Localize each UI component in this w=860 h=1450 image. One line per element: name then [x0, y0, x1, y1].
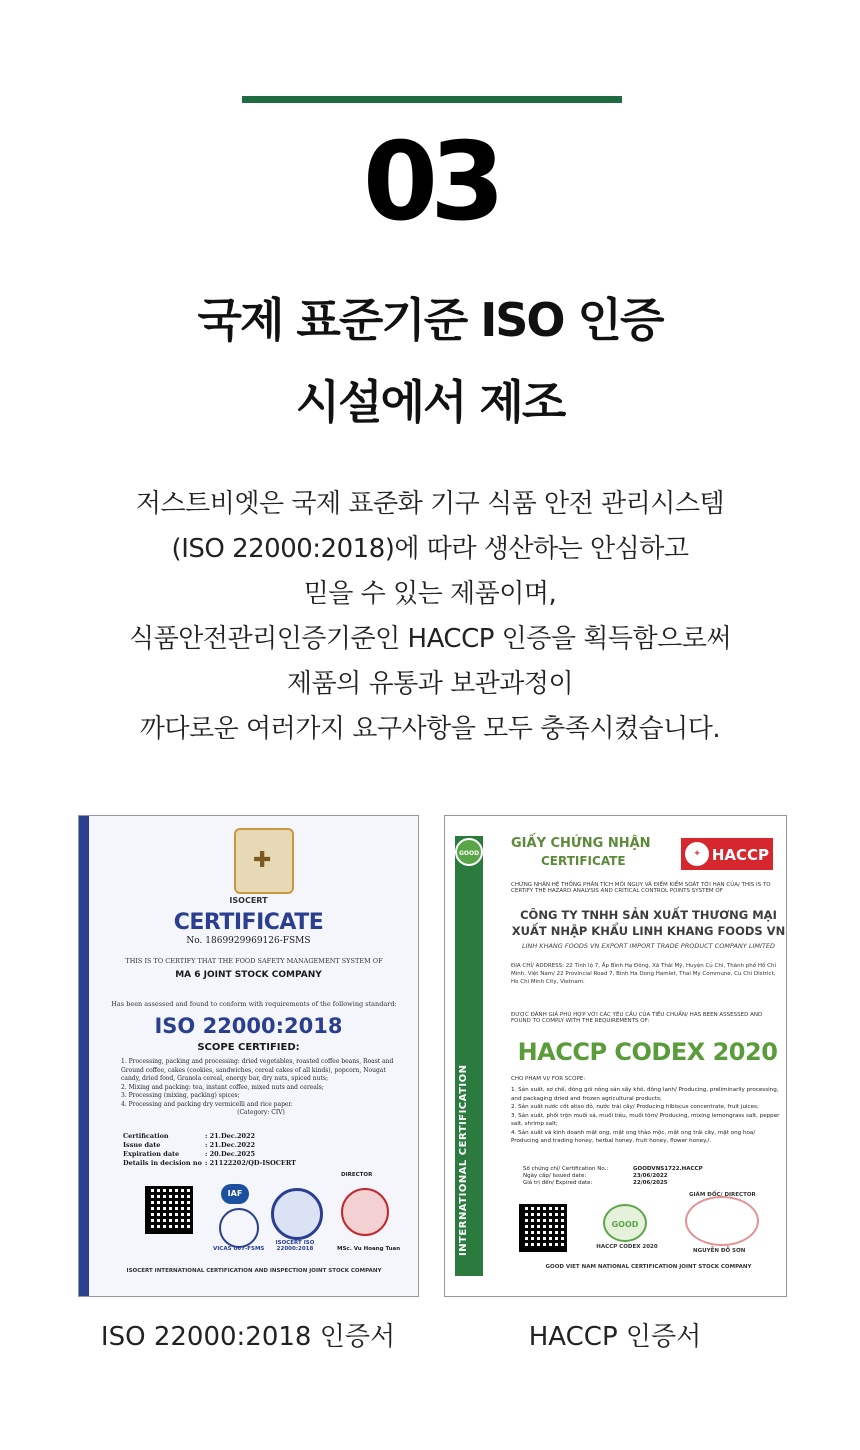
- date-label: Expiration date: [123, 1150, 180, 1158]
- iso-dates: [123, 1132, 323, 1168]
- haccp-title-vn: GIẤY CHỨNG NHẬN: [511, 836, 651, 851]
- headline-line-1: 국제 표준기준 ISO 인증: [197, 293, 663, 347]
- isocert-seal-label: ISOCERT ISO 22000:2018: [275, 1240, 315, 1252]
- certificate-border: [79, 816, 89, 1296]
- haccp-certificate-image: [444, 815, 787, 1297]
- iso-brand: ISOCERT: [229, 896, 268, 905]
- list-item: 4. Sản xuất và kinh doanh mật ong, mật ong thảo mộc, mật ong trái cây, mật ong hoa/ Producing and trading honey, herbal honey, fruit honey, flower honey./.: [511, 1129, 756, 1144]
- iso-certify-text: THIS IS TO CERTIFY THAT THE FOOD SAFETY MANAGEMENT SYSTEM OF: [125, 957, 383, 965]
- isocert-seal-icon: [271, 1188, 323, 1240]
- good-badge-icon: GOOD: [455, 838, 483, 866]
- qr-code-icon: [145, 1186, 193, 1234]
- haccp-emblem-icon: ✚: [685, 842, 709, 866]
- iso-certificate-image: [78, 815, 419, 1297]
- vicas-label: VICAS 067-FSMS: [213, 1246, 265, 1252]
- iso-assessed-text: Has been assessed and found to conform with requirements of the following standard:: [111, 1000, 397, 1008]
- list-item: (Category: CIV): [237, 1109, 285, 1116]
- haccp-logo-text: HACCP: [711, 846, 769, 864]
- meta-label: Ngày cấp/ Issued date:: [523, 1173, 587, 1179]
- date-label: Certification: [123, 1132, 169, 1140]
- description-line: (ISO 22000:2018)에 따라 생산하는 안심하고: [171, 534, 689, 564]
- haccp-director-label: GIÁM ĐỐC/ DIRECTOR: [689, 1192, 756, 1198]
- date-label: Details in decision no: [123, 1159, 202, 1167]
- list-item: 3. Sản xuất, phối trộn muối sả, muối tiêu, muối tôm/ Producing, mixing lemongrass salt, pepper salt, shrimp salt;: [511, 1112, 780, 1127]
- haccp-standard: HACCP CODEX 2020: [517, 1038, 778, 1066]
- haccp-caption: HACCP 인증서: [528, 1322, 702, 1352]
- list-item: 3. Processing (mixing, packing) spices;: [121, 1092, 240, 1099]
- iso-director-label: DIRECTOR: [341, 1172, 373, 1178]
- red-stamp-icon: [341, 1188, 389, 1236]
- section-number: 03: [362, 120, 498, 245]
- haccp-address: ĐỊA CHỈ/ ADDRESS: 22 Tỉnh lộ 7, Ấp Bình Hạ Đông, Xã Thái Mỹ, Huyện Củ Chi, Thành phố Hồ Chí Minh, Việt Nam/ 22 Provincial Road 7, Binh Ha Dong Hamlet, Thai My Commune, Cu Chi District, Ho Chi Minh City, Vietnam.: [511, 963, 777, 985]
- haccp-scope-list: [511, 1086, 783, 1146]
- iso-title: CERTIFICATE: [173, 910, 324, 935]
- description-line: 저스트비엣은 국제 표준화 기구 식품 안전 관리시스템: [135, 489, 725, 519]
- vicas-seal-icon: [219, 1208, 259, 1248]
- accent-bar: [242, 96, 622, 103]
- haccp-company-line-1: CÔNG TY TNHH SẢN XUẤT THƯƠNG MẠI: [520, 908, 777, 922]
- iso-caption: ISO 22000:2018 인증서: [100, 1322, 396, 1352]
- meta-value: GOODVNS1722.HACCP: [633, 1166, 703, 1172]
- haccp-company-en: LINH KHANG FOODS VN EXPORT IMPORT TRADE PRODUCT COMPANY LIMITED: [521, 942, 776, 950]
- meta-value: 22/06/2025: [633, 1180, 668, 1186]
- haccp-scope-label: CHO PHẠM VI/ FOR SCOPE:: [511, 1076, 586, 1082]
- iso-standard: ISO 22000:2018: [154, 1014, 343, 1038]
- iso-signer: MSc. Vu Hoang Tuan: [337, 1246, 401, 1252]
- description-line: 까다로운 여러가지 요구사항을 모두 충족시켰습니다.: [139, 714, 721, 744]
- date-value: : 21.Dec.2022: [205, 1141, 256, 1149]
- haccp-assessed: ĐƯỢC ĐÁNH GIÁ PHÙ HỢP VỚI CÁC YÊU CẦU CỦA TIÊU CHUẨN/ HAS BEEN ASSESSED AND FOUND TO COMPLY WITH THE REQUIREMENTS OF:: [511, 1012, 763, 1024]
- date-value: : 21.Dec.2022: [205, 1132, 256, 1140]
- description-line: 제품의 유통과 보관과정이: [286, 669, 574, 699]
- list-item: 4. Processing and packing dry vermicelli and rice paper.: [121, 1100, 293, 1108]
- iso-company: MA 6 JOINT STOCK COMPANY: [175, 970, 322, 980]
- haccp-signer: NGUYỄN ĐỖ SƠN: [693, 1248, 746, 1254]
- headline-line-2: 시설에서 제조: [295, 375, 565, 429]
- description-line: 믿을 수 있는 제품이며,: [303, 579, 557, 609]
- list-item: 2. Mixing and packing: tea, instant coffee, mixed nuts and cereals;: [121, 1083, 324, 1091]
- list-item: 1. Processing, packing and processing: dried vegetables, roasted coffee beans, Roast and Ground coffee, cakes (cookies, sandwiches, cereal cakes of all kinds), popcorn, Nougat candy, dried food, Granola cereal, energy bar, dry nuts, spiced nuts;: [121, 1058, 394, 1082]
- iso-scope-list: [121, 1058, 401, 1118]
- iso-footer: ISOCERT INTERNATIONAL CERTIFICATION AND INSPECTION JOINT STOCK COMPANY: [126, 1268, 382, 1274]
- description-line: 식품안전관리인증기준인 HACCP 인증을 획득함으로써: [129, 624, 731, 654]
- description: [0, 482, 860, 752]
- signature-stamp-icon: [685, 1196, 759, 1246]
- haccp-title-en: CERTIFICATE: [541, 854, 626, 868]
- haccp-meta: [523, 1166, 723, 1187]
- iso-number: No. 1869929969126-FSMS: [186, 936, 311, 946]
- codex-badge-label: HACCP CODEX 2020: [596, 1244, 658, 1250]
- date-value: : 20.Dec.2025: [205, 1150, 256, 1158]
- haccp-footer: GOOD VIET NAM NATIONAL CERTIFICATION JOINT STOCK COMPANY: [545, 1264, 752, 1270]
- list-item: 1. Sản xuất, sơ chế, đóng gói nông sản sấy khô, đông lạnh/ Producing, preliminarily processing, and packaging dried and frozen agricultural products;: [511, 1087, 779, 1102]
- date-value: : 21122202/QD-ISOCERT: [205, 1159, 296, 1167]
- isocert-logo-icon: ✚: [234, 828, 294, 894]
- good-logo-icon: GOOD: [603, 1204, 647, 1242]
- iso-scope-title: SCOPE CERTIFIED:: [197, 1042, 300, 1053]
- haccp-company-line-2: XUẤT NHẬP KHẨU LINH KHANG FOODS VN: [511, 924, 786, 938]
- haccp-intro: CHỨNG NHẬN HỆ THỐNG PHÂN TÍCH MỐI NGUY VÀ ĐIỂM KIỂM SOÁT TỚI HẠN CỦA/ THIS IS TO CERTIFY THE HAZARD ANALYSIS AND CRITICAL CONTROL POINTS SYSTEM OF: [511, 882, 771, 894]
- date-label: Issue date: [123, 1141, 161, 1149]
- haccp-logo: [681, 838, 773, 870]
- meta-label: Số chứng chỉ/ Certification No.:: [523, 1166, 609, 1172]
- list-item: 2. Sản xuất nước cốt atiso đỏ, nước trái cây/ Producing hibiscus concentrate, fruit juices;: [511, 1104, 759, 1110]
- meta-value: 23/06/2022: [633, 1173, 668, 1179]
- iaf-badge: IAF: [221, 1184, 249, 1204]
- qr-code-icon: [519, 1204, 567, 1252]
- meta-label: Giá trị đến/ Expired date:: [523, 1180, 593, 1186]
- band-text: INTERNATIONAL CERTIFICATION: [458, 1064, 469, 1256]
